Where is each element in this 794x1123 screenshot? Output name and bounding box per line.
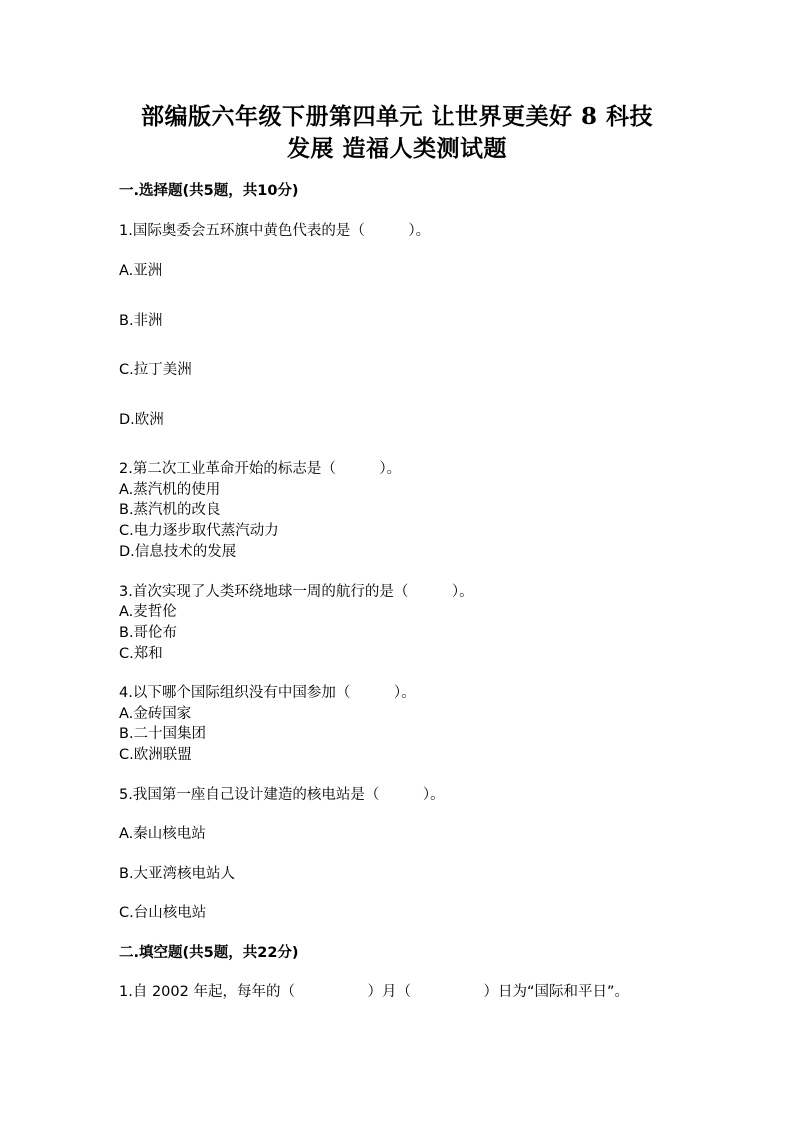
question-stem: 2.第二次工业革命开始的标志是（ ）。 xyxy=(119,461,402,477)
option: D.欧洲 xyxy=(119,412,164,428)
question-stem: 5.我国第一座自己设计建造的核电站是（ ）。 xyxy=(119,787,445,803)
option: C.拉丁美洲 xyxy=(119,362,192,378)
option: A.秦山核电站 xyxy=(119,826,206,842)
question-stem: 1.自 2002 年起，每年的（ ）月（ ）日为“国际和平日”。 xyxy=(119,984,629,1000)
option: C.郑和 xyxy=(119,646,163,662)
section-heading-choice: 一.选择题(共5题，共10分) xyxy=(119,183,299,199)
option: B.蒸汽机的改良 xyxy=(119,502,221,518)
option: B.哥伦布 xyxy=(119,625,178,641)
question-stem: 4.以下哪个国际组织没有中国参加（ ）。 xyxy=(119,685,416,701)
option: B.大亚湾核电站人 xyxy=(119,866,236,882)
title-line-1: 部编版六年级下册第四单元 让世界更美好 8 科技 xyxy=(140,103,654,130)
question-stem: 3.首次实现了人类环绕地球一周的航行的是（ ）。 xyxy=(119,584,474,600)
title-line-2: 发展 造福人类测试题 xyxy=(286,135,507,162)
option: A.麦哲伦 xyxy=(119,604,177,620)
option: C.电力逐步取代蒸汽动力 xyxy=(119,523,279,539)
option: C.欧洲联盟 xyxy=(119,747,192,763)
option: B.非洲 xyxy=(119,313,163,329)
option: A.亚洲 xyxy=(119,263,163,279)
option: A.蒸汽机的使用 xyxy=(119,482,221,498)
section-heading-fill-blank: 二.填空题(共5题，共22分) xyxy=(119,945,299,961)
option: A.金砖国家 xyxy=(119,706,192,722)
option: B.二十国集团 xyxy=(119,726,207,742)
option: C.台山核电站 xyxy=(119,905,207,921)
question-stem: 1.国际奥委会五环旗中黄色代表的是（ ）。 xyxy=(119,223,431,239)
option: D.信息技术的发展 xyxy=(119,544,237,560)
